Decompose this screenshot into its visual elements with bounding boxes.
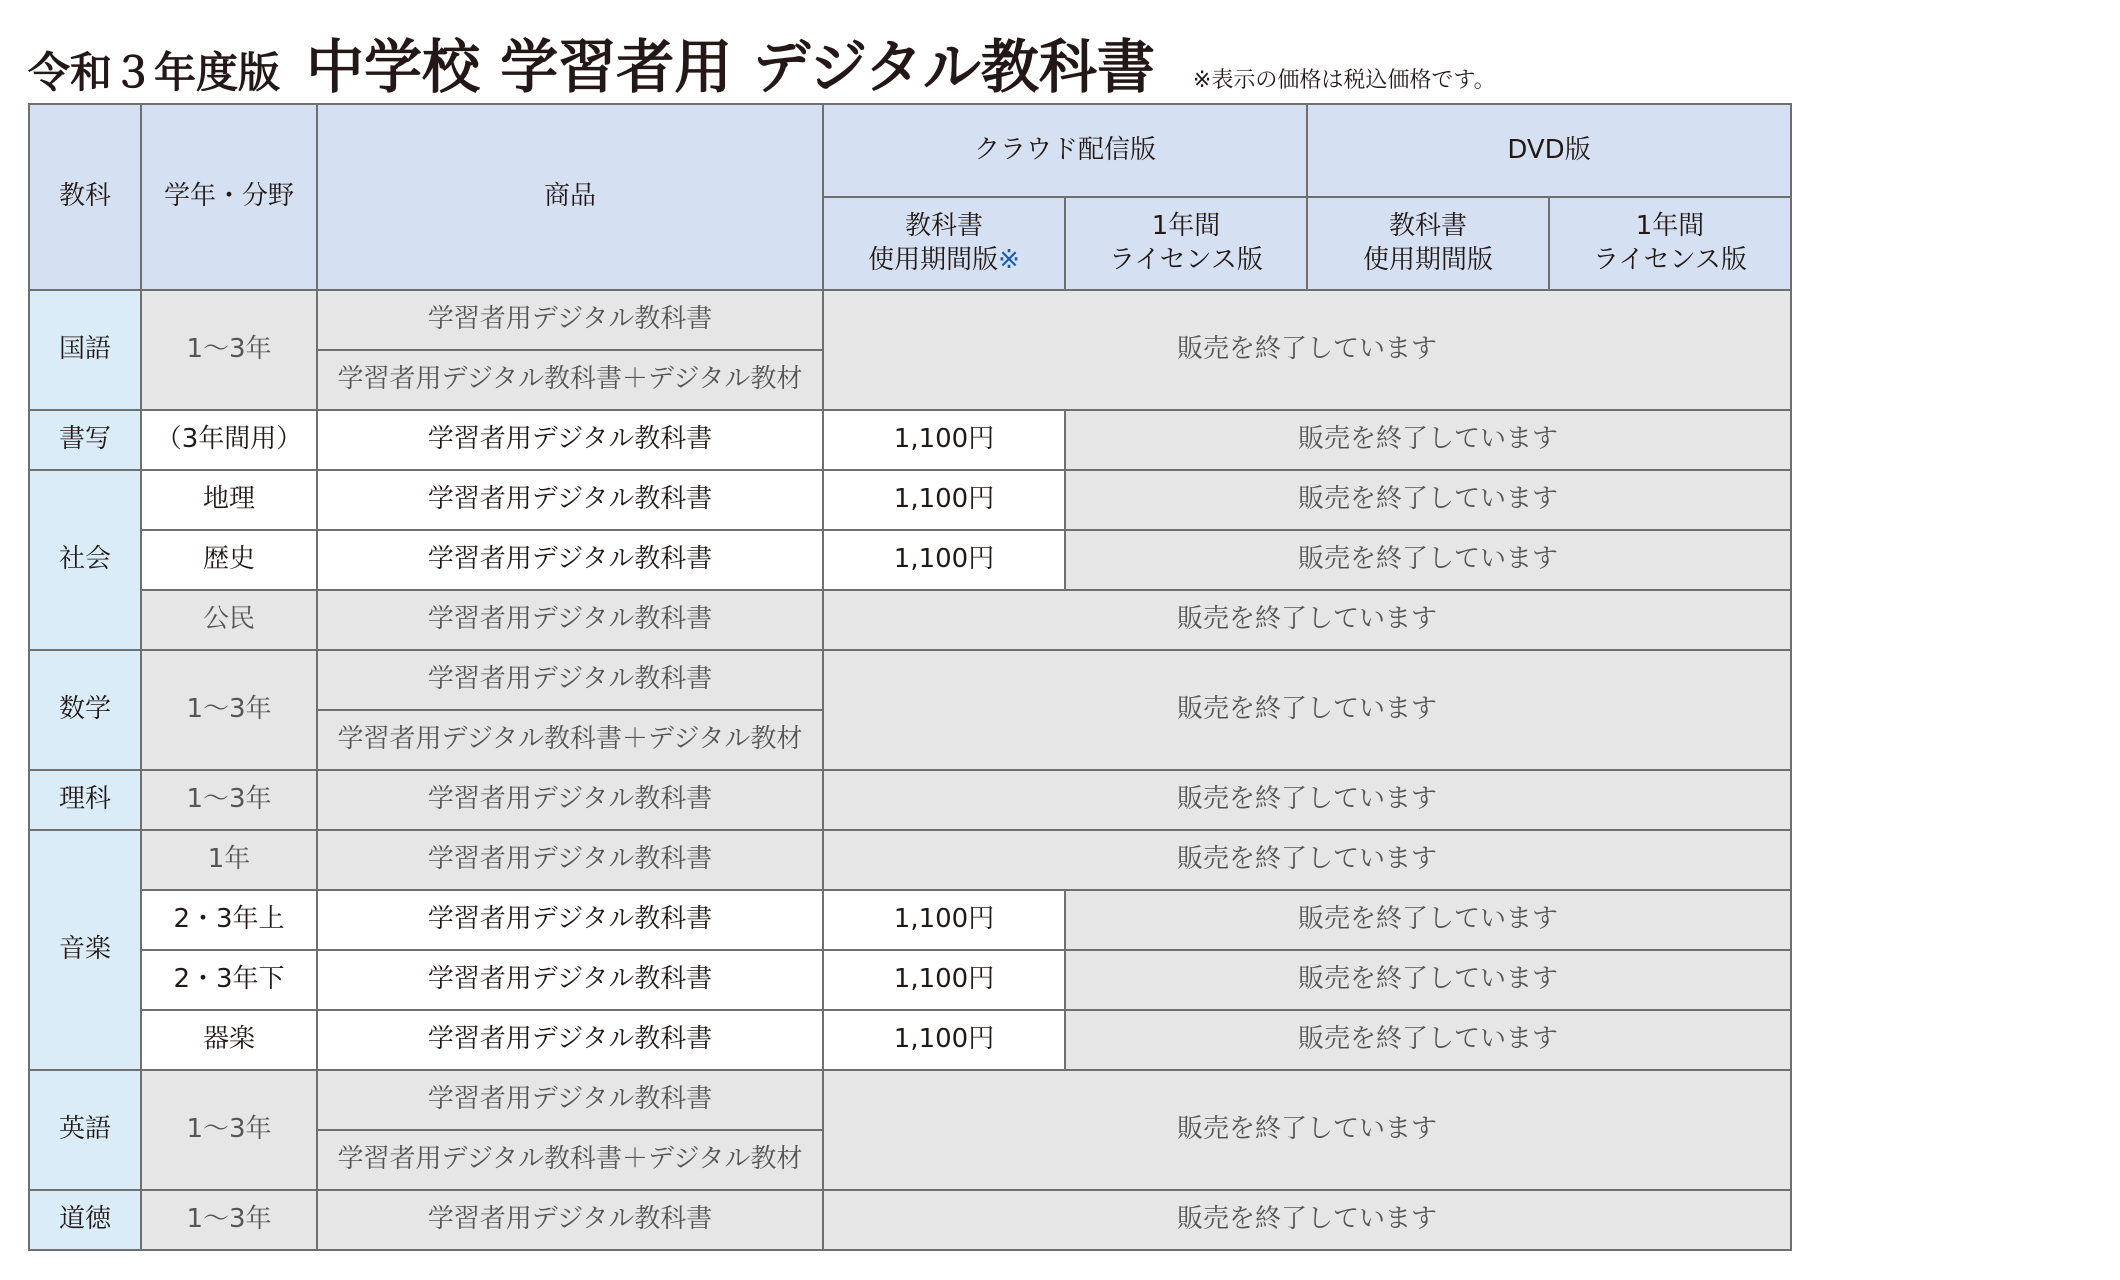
table-row <box>29 1070 1791 1130</box>
product-cell: 学習者用デジタル教科書 <box>317 1070 823 1130</box>
period-line2: 使用期間版 <box>1363 244 1494 275</box>
header-dvd-period <box>1307 197 1549 290</box>
subject-cell: 社会 <box>29 470 141 650</box>
sale-ended-cell: 販売を終了しています <box>1065 470 1791 530</box>
sale-ended-cell: 販売を終了しています <box>823 590 1791 650</box>
period-line1: 教科書 <box>1389 210 1468 241</box>
table-row <box>29 1190 1791 1250</box>
sale-ended-cell: 販売を終了しています <box>1065 1010 1791 1070</box>
sale-ended-cell: 販売を終了しています <box>823 1070 1791 1190</box>
product-cell: 学習者用デジタル教科書 <box>317 650 823 710</box>
subject-cell: 理科 <box>29 770 141 830</box>
product-cell: 学習者用デジタル教科書 <box>317 830 823 890</box>
table-row <box>29 830 1791 890</box>
header-dvd: DVD版 <box>1307 104 1791 197</box>
product-cell: 学習者用デジタル教科書 <box>317 770 823 830</box>
sale-ended-cell: 販売を終了しています <box>823 830 1791 890</box>
grade-cell: 2・3年下 <box>141 950 317 1010</box>
table-row <box>29 590 1791 650</box>
period-line1: 教科書 <box>904 210 983 241</box>
page-title: 中学校 学習者用 デジタル教科書 <box>306 33 1155 101</box>
subject-cell: 書写 <box>29 410 141 470</box>
product-cell: 学習者用デジタル教科書 <box>317 590 823 650</box>
subject-cell: 数学 <box>29 650 141 770</box>
product-cell: 学習者用デジタル教科書 <box>317 1190 823 1250</box>
grade-cell: 1～3年 <box>141 770 317 830</box>
product-cell: 学習者用デジタル教科書＋デジタル教材 <box>317 350 823 410</box>
grade-cell: 1～3年 <box>141 650 317 770</box>
header-cloud-period <box>823 197 1065 290</box>
price-cell: 1,100円 <box>823 890 1065 950</box>
subject-cell: 音楽 <box>29 830 141 1070</box>
license-line1: 1年間 <box>1151 210 1221 241</box>
grade-cell: 2・3年上 <box>141 890 317 950</box>
title-row <box>28 20 1496 104</box>
product-cell: 学習者用デジタル教科書 <box>317 410 823 470</box>
header-cloud-license <box>1065 197 1307 290</box>
product-cell: 学習者用デジタル教科書 <box>317 1010 823 1070</box>
table-row <box>29 950 1791 1010</box>
grade-cell: 1年 <box>141 830 317 890</box>
header-dvd-license <box>1549 197 1791 290</box>
product-cell: 学習者用デジタル教科書 <box>317 890 823 950</box>
product-cell: 学習者用デジタル教科書 <box>317 290 823 350</box>
sale-ended-cell: 販売を終了しています <box>823 650 1791 770</box>
product-cell: 学習者用デジタル教科書＋デジタル教材 <box>317 710 823 770</box>
grade-cell: 1～3年 <box>141 1190 317 1250</box>
price-cell: 1,100円 <box>823 530 1065 590</box>
grade-cell: 地理 <box>141 470 317 530</box>
sale-ended-cell: 販売を終了しています <box>1065 530 1791 590</box>
table-row <box>29 410 1791 470</box>
price-cell: 1,100円 <box>823 950 1065 1010</box>
header-product: 商品 <box>317 104 823 290</box>
table-row <box>29 650 1791 710</box>
header-subject: 教科 <box>29 104 141 290</box>
sale-ended-cell: 販売を終了しています <box>1065 410 1791 470</box>
price-table <box>28 103 1792 1251</box>
sale-ended-cell: 販売を終了しています <box>823 770 1791 830</box>
product-cell: 学習者用デジタル教科書 <box>317 470 823 530</box>
price-cell: 1,100円 <box>823 470 1065 530</box>
table-row <box>29 290 1791 350</box>
grade-cell: 器楽 <box>141 1010 317 1070</box>
price-cell: 1,100円 <box>823 410 1065 470</box>
license-line2: ライセンス版 <box>1593 244 1747 275</box>
price-cell: 1,100円 <box>823 1010 1065 1070</box>
reference-mark: ※ <box>998 244 1020 275</box>
subject-cell: 道徳 <box>29 1190 141 1250</box>
header-cloud: クラウド配信版 <box>823 104 1307 197</box>
period-line2-text: 使用期間版 <box>868 244 999 275</box>
tax-note: ※表示の価格は税込価格です。 <box>1192 68 1496 93</box>
table-row <box>29 530 1791 590</box>
product-cell: 学習者用デジタル教科書 <box>317 950 823 1010</box>
header-row <box>29 104 1791 197</box>
table-row <box>29 470 1791 530</box>
license-line1: 1年間 <box>1635 210 1705 241</box>
subject-cell: 国語 <box>29 290 141 410</box>
sale-ended-cell: 販売を終了しています <box>823 1190 1791 1250</box>
table-row <box>29 770 1791 830</box>
header-grade: 学年・分野 <box>141 104 317 290</box>
sale-ended-cell: 販売を終了しています <box>1065 950 1791 1010</box>
grade-cell: 1～3年 <box>141 1070 317 1190</box>
sale-ended-cell: 販売を終了しています <box>1065 890 1791 950</box>
license-line2: ライセンス版 <box>1109 244 1263 275</box>
period-line2 <box>824 244 1064 278</box>
product-cell: 学習者用デジタル教科書 <box>317 530 823 590</box>
subject-cell: 英語 <box>29 1070 141 1190</box>
product-cell: 学習者用デジタル教科書＋デジタル教材 <box>317 1130 823 1190</box>
table-row <box>29 890 1791 950</box>
edition-label: 令和３年度版 <box>28 48 281 97</box>
table-row <box>29 1010 1791 1070</box>
sale-ended-cell: 販売を終了しています <box>823 290 1791 410</box>
grade-cell: 歴史 <box>141 530 317 590</box>
grade-cell: 1～3年 <box>141 290 317 410</box>
grade-cell: 公民 <box>141 590 317 650</box>
grade-cell: （3年間用） <box>141 410 317 470</box>
